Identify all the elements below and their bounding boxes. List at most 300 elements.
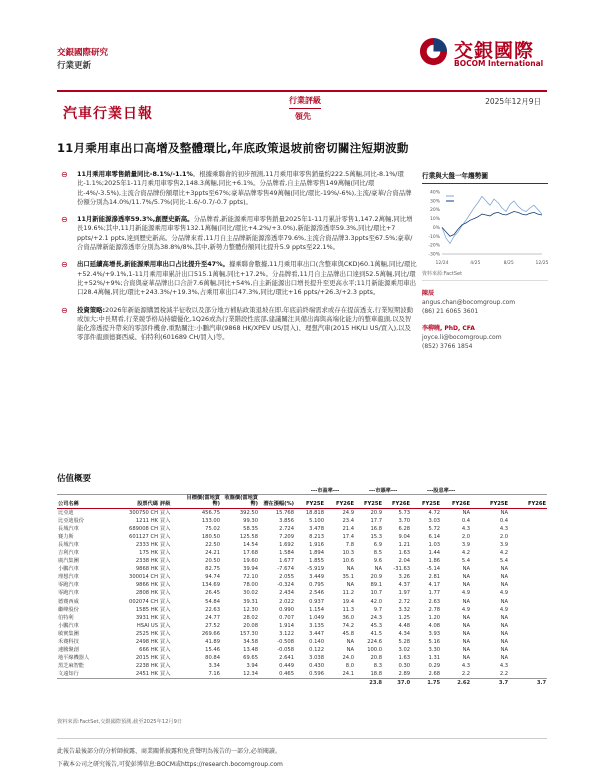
table-cell: 0.449 xyxy=(279,663,295,670)
table-cell: 比亞迪股份 xyxy=(58,517,84,524)
table-cell: 41.89 xyxy=(205,639,220,645)
table-row xyxy=(57,557,547,565)
table-cell: 456.75 xyxy=(201,509,220,516)
table-cell: NA xyxy=(500,639,509,645)
table-row xyxy=(57,662,547,670)
report-kind: 行業更新 xyxy=(57,61,92,71)
table-cell: 72.10 xyxy=(243,574,258,581)
column-header: 潛在漲幅(%) xyxy=(259,494,295,508)
table-cell: 0.122 xyxy=(309,647,325,654)
table-cell: 11.2 xyxy=(342,590,355,597)
x-tick-label: 12/24 xyxy=(435,261,449,266)
sector-title: 汽車行業日報 xyxy=(63,106,153,122)
analyst-card xyxy=(422,289,548,316)
table-cell: 24.21 xyxy=(205,549,220,556)
table-cell: 28.02 xyxy=(243,614,258,621)
table-cell: 2451 HK xyxy=(135,671,158,678)
table-cell: 11.3 xyxy=(342,606,355,613)
table-cell: NA xyxy=(462,574,471,581)
table-cell: 8.0 xyxy=(345,663,355,670)
table-cell: 3.856 xyxy=(279,517,295,524)
table-cell xyxy=(113,679,159,688)
table-cell: 廣汽集團 xyxy=(58,558,79,565)
table-cell: 17.7 xyxy=(370,517,383,524)
table-cell: 買入 xyxy=(160,671,171,678)
table-cell: 7.8 xyxy=(345,541,355,548)
table-cell: 8.213 xyxy=(309,533,325,540)
table-cell: 002074 CH xyxy=(129,598,158,605)
table-cell xyxy=(159,679,181,688)
table-cell: 5.4 xyxy=(499,558,509,565)
table-row xyxy=(57,525,547,533)
table-cell: 買入 xyxy=(160,598,171,605)
table-cell: 2498 HK xyxy=(135,639,158,645)
side-panel xyxy=(422,170,548,351)
x-tick-label: 12/25 xyxy=(535,261,548,266)
bullet-circle-icon: ⊖ xyxy=(61,260,68,270)
table-cell: 買入 xyxy=(160,663,171,670)
table-cell: 2015 HK xyxy=(135,655,158,662)
download-note[interactable]: 下載本公司之研究報告,可從彭博信息:BOCM或https://research.bocomgroup.com xyxy=(57,761,283,768)
table-cell: 23.8 xyxy=(355,679,383,688)
table-cell: 3.447 xyxy=(309,630,325,637)
bullet-lead: 投資策略: xyxy=(77,305,106,314)
table-cell: 4.9 xyxy=(461,606,471,613)
table-row xyxy=(57,573,547,581)
table-cell: 94.74 xyxy=(205,574,220,581)
table-cell: NA xyxy=(500,614,509,621)
table-cell: 8.3 xyxy=(373,663,383,670)
table-cell: 文遠知行 xyxy=(58,671,79,678)
table-cell: -5.14 xyxy=(426,566,441,573)
table-cell: 6.28 xyxy=(398,525,411,532)
table-cell: 買入 xyxy=(160,614,171,621)
analyst-email[interactable]: joyce.li@bocomgroup.com xyxy=(422,334,502,341)
table-cell: 3.9 xyxy=(461,541,471,548)
table-cell: 0.990 xyxy=(279,606,295,613)
y-tick-label: 10% xyxy=(429,217,440,223)
table-cell: 1.97 xyxy=(398,590,411,597)
table-cell: 41.5 xyxy=(370,630,383,637)
table-cell: 6.9 xyxy=(373,541,383,548)
table-cell: 19.60 xyxy=(243,558,258,565)
table-cell: 20.50 xyxy=(205,558,220,565)
table-cell: 0.29 xyxy=(428,663,441,670)
analyst-email[interactable]: angus.chan@bocomgroup.com xyxy=(422,299,516,306)
table-cell: 繼峰股份 xyxy=(58,606,79,613)
table-cell: 買入 xyxy=(160,582,171,589)
bullet-circle-icon: ⊖ xyxy=(61,305,68,315)
table-source: 資料來源:FactSet,交銀國際預測,截至2025年12月9日 xyxy=(57,719,183,725)
table-row xyxy=(57,646,547,654)
table-cell: 4.3 xyxy=(499,525,509,532)
table-cell: 5.16 xyxy=(428,639,441,645)
table-row xyxy=(57,670,547,679)
report-date: 2025年12月9日 xyxy=(485,97,541,106)
table-cell: 58.35 xyxy=(243,525,258,532)
table-cell: 0.795 xyxy=(309,582,325,589)
table-cell: 0.4 xyxy=(499,517,509,524)
table-cell: 2.546 xyxy=(309,590,325,597)
column-header: 股票代碼 xyxy=(113,494,159,508)
table-cell: 2.04 xyxy=(398,558,411,565)
table-cell: -0.058 xyxy=(277,647,295,654)
table-cell xyxy=(181,679,221,688)
table-cell: 地平線機器人 xyxy=(58,655,90,662)
table-row xyxy=(57,606,547,614)
table-cell: 3.449 xyxy=(309,574,325,581)
table-cell: 2.68 xyxy=(428,671,441,678)
table-cell: 36.0 xyxy=(342,614,355,621)
bocom-logo-icon xyxy=(418,36,449,67)
table-cell: NA xyxy=(462,614,471,621)
table-cell: NA xyxy=(500,622,509,629)
table-cell: 4.2 xyxy=(461,549,471,556)
table-cell: 24.0 xyxy=(342,655,355,662)
table-cell: NA xyxy=(500,655,509,662)
table-cell: 買入 xyxy=(160,558,171,565)
table-cell: 17.4 xyxy=(342,533,355,540)
table-cell: NA xyxy=(374,566,383,573)
table-cell: 0.937 xyxy=(309,598,325,605)
table-cell: 17.68 xyxy=(243,549,258,556)
table-cell: 5.100 xyxy=(309,517,325,524)
bullet-circle-icon: ⊖ xyxy=(61,170,68,179)
table-cell: 392.50 xyxy=(239,509,258,516)
table-cell: 9.7 xyxy=(373,606,383,613)
table-cell: 1.44 xyxy=(428,549,441,556)
table-cell: 2.72 xyxy=(398,598,411,605)
table-cell: 8.5 xyxy=(373,549,383,556)
table-cell: HSAI US xyxy=(136,622,158,629)
table-cell: 21.4 xyxy=(342,525,355,532)
table-cell: 3.122 xyxy=(279,630,295,637)
table-cell: 小鵬汽車 xyxy=(58,566,79,573)
table-cell: NA xyxy=(462,509,471,516)
analyst-name: 陳辰 xyxy=(422,290,435,297)
table-cell: NA xyxy=(500,582,509,589)
y-tick-label: -10% xyxy=(428,234,440,240)
table-cell: 買入 xyxy=(160,509,171,516)
table-row xyxy=(57,541,547,549)
logo-text-en: BOCOM International xyxy=(454,59,544,68)
table-cell: 4.3 xyxy=(461,525,471,532)
table-cell: 1.916 xyxy=(309,541,325,548)
y-tick-label: 40% xyxy=(429,190,440,196)
table-cell: 4.37 xyxy=(398,582,411,589)
table-cell: 買入 xyxy=(160,647,171,654)
table-cell: 0.707 xyxy=(279,614,295,621)
table-cell: 4.34 xyxy=(398,630,411,637)
bullet-lead: 出口延續高增長,新能源乘用車出口占比提升至47%。 xyxy=(77,260,229,269)
table-cell: NA xyxy=(462,622,471,629)
table-cell: 理想汽車 xyxy=(58,574,79,581)
table-cell: 買入 xyxy=(160,533,171,540)
table-row xyxy=(57,533,547,541)
table-cell: 0.596 xyxy=(309,671,325,678)
table-cell: 14.54 xyxy=(243,541,258,548)
column-header: 收盤價(當地貨幣) xyxy=(221,494,259,508)
table-cell: -0.324 xyxy=(277,582,295,589)
table-cell: 禾賽科技 xyxy=(58,639,79,645)
table-cell: 24.77 xyxy=(205,614,220,621)
analyst-phone: (852) 3766 1854 xyxy=(422,343,473,350)
table-cell: 27.52 xyxy=(205,622,220,629)
table-cell: 小鵬汽車 xyxy=(58,622,79,629)
table-cell: 買入 xyxy=(160,541,171,548)
table-cell: 3.94 xyxy=(246,663,258,670)
table-row xyxy=(57,517,547,525)
valuation-table xyxy=(57,486,547,688)
table-cell: 3931 HK xyxy=(135,614,158,621)
table-cell: NA xyxy=(500,566,509,573)
table-cell: 157.30 xyxy=(239,630,258,637)
table-cell: 1211 HK xyxy=(135,517,158,524)
table-cell: 2.724 xyxy=(279,525,295,532)
table-cell: 4.3 xyxy=(461,663,471,670)
table-cell: 22.50 xyxy=(205,541,220,548)
page-title: 11月乘用車出口高增及整體環比,年底政策退坡前密切關注短期波動 xyxy=(57,141,409,155)
average-row xyxy=(57,679,547,688)
table-cell: 2.0 xyxy=(499,533,509,540)
table-cell xyxy=(295,679,325,688)
rating-value: 領先 xyxy=(295,112,311,121)
valuation-title: 估值概要 xyxy=(57,474,92,484)
title-bar xyxy=(57,90,547,126)
table-cell: 3.93 xyxy=(428,630,441,637)
table-cell: 39.31 xyxy=(243,598,258,605)
table-cell: 買入 xyxy=(160,606,171,613)
table-cell: 45.3 xyxy=(370,622,383,629)
table-cell: NA xyxy=(462,566,471,573)
table-cell: NA xyxy=(500,598,509,605)
table-cell: 13.48 xyxy=(243,647,258,654)
table-cell: 2.2 xyxy=(499,671,509,678)
table-cell: 666 HK xyxy=(139,647,158,654)
table-cell: 買入 xyxy=(160,517,171,524)
table-cell: 5.73 xyxy=(398,509,411,516)
column-header: FY25E xyxy=(355,494,383,508)
table-cell: 134.69 xyxy=(201,582,220,589)
table-cell: 買入 xyxy=(160,574,171,581)
table-cell: 2338 HK xyxy=(135,558,158,565)
table-cell xyxy=(221,679,259,688)
table-cell: 12.34 xyxy=(243,671,258,678)
table-cell: 買入 xyxy=(160,566,171,573)
table-cell: 133.00 xyxy=(201,517,220,524)
logo-text-cn: 交銀國際 xyxy=(454,40,535,62)
table-row xyxy=(57,654,547,662)
bullet-point xyxy=(57,306,417,343)
table-cell: 買入 xyxy=(160,655,171,662)
table-cell: 9866 HK xyxy=(135,582,158,589)
table-cell: 3.038 xyxy=(309,655,325,662)
report-header xyxy=(57,47,108,73)
column-header: FY25E xyxy=(471,494,509,508)
table-cell: 1.25 xyxy=(398,614,411,621)
table-cell: 4.17 xyxy=(428,582,441,589)
table-cell: 5.28 xyxy=(398,639,411,645)
table-cell: 20.8 xyxy=(370,655,383,662)
table-cell: NA xyxy=(462,630,471,637)
bullet-point xyxy=(57,260,417,297)
table-cell: 5.4 xyxy=(461,558,471,565)
table-cell: 2.434 xyxy=(279,590,295,597)
trend-chart xyxy=(422,188,548,268)
table-cell: 1.21 xyxy=(398,541,411,548)
table-cell: 吉利汽車 xyxy=(58,549,79,556)
table-cell: 5.72 xyxy=(428,525,441,532)
table-cell: 長城汽車 xyxy=(58,525,79,532)
bullet-point xyxy=(57,215,417,252)
table-cell: 4.9 xyxy=(461,590,471,597)
group-header-pe: ---市盈率--- xyxy=(295,486,355,494)
table-cell: 黑芝麻智能 xyxy=(58,663,84,670)
disclaimer-note: 此報告最後部分的分析師披露、商業關係披露和免責聲明為報告的一部分,必須閱讀。 xyxy=(57,748,281,755)
table-cell: 15.46 xyxy=(205,647,220,654)
table-cell: 2808 HK xyxy=(135,590,158,597)
table-cell: 26.45 xyxy=(205,590,220,597)
table-cell: NA xyxy=(346,647,355,654)
table-cell: 3.26 xyxy=(398,574,411,581)
table-cell: 35.1 xyxy=(342,574,355,581)
table-cell: 30.02 xyxy=(243,590,258,597)
table-cell: 300014 CH xyxy=(129,574,158,581)
table-row xyxy=(57,630,547,638)
table-cell: 2.81 xyxy=(428,574,441,581)
column-header: 公司名稱 xyxy=(57,494,113,508)
table-cell: 2.0 xyxy=(461,533,471,540)
org-name: 交銀國際研究 xyxy=(57,48,109,58)
table-cell: 689008 CH xyxy=(129,525,158,532)
column-header: FY26E xyxy=(383,494,411,508)
table-cell: 24.3 xyxy=(370,614,383,621)
table-cell: 224.6 xyxy=(367,639,383,645)
table-cell: 0.30 xyxy=(398,663,411,670)
table-cell: 54.84 xyxy=(205,598,220,605)
analyst-card xyxy=(422,324,548,351)
y-tick-label: 0% xyxy=(432,225,440,231)
table-cell: 78.00 xyxy=(243,582,258,589)
table-cell: 1.855 xyxy=(309,558,325,565)
bullet-text: 據乘聯會數據,11月乘用車出口(含整車與CKD)60.1萬輛,同比/環比+52.4%/+9.1%,1-11月乘用車累計出口515.1萬輛,同比+17.2%。分品牌看,11月自主品牌出口達到52.5萬輛,同比/環比+52%/+9%;合資與豪華品牌出口合計7.6萬輛,同比+54%,自主新能源出口增長提升至更高水平;11月新能源乘用車出口28.4萬輛,同比/環比+243.3%/+19.3%,占乘用車出口47.3%,同比/環比+16 ppts/+26.3/+2.3 ppts。 xyxy=(77,260,417,297)
table-cell: NA xyxy=(346,582,355,589)
table-cell: 39.94 xyxy=(243,566,258,573)
table-cell: 37.0 xyxy=(383,679,411,688)
bullet-text: 分品牌看,新能源乘用車零售銷量2025年1-11月累計零售1,147.2萬輛,同比增長19.6%;其中,11月新能源乘用車零售132.1萬輛(同比/環比+4.2%/+3.0%),新能源滲透率59.3%,同比/環比+7 ppts/+2.1 ppts,達到歷史新高。分品牌來看,11月自主品牌新能源滲透率79.6%,主流合資品牌3.3ppts至67.5%;豪華/合資品牌新能源滲透率分別為38.8%/8%,其中,新勢力整體份額同比提升5.9 ppts至22.1%。 xyxy=(77,215,413,252)
table-cell: 1.677 xyxy=(279,558,295,565)
table-cell: -31.63 xyxy=(393,566,411,573)
column-header: FY26E xyxy=(325,494,355,508)
table-cell: 42.0 xyxy=(370,598,383,605)
table-cell: 10.6 xyxy=(342,558,355,565)
analyst-name: 李柳曉, PhD, CFA xyxy=(422,325,475,332)
table-cell: 2.022 xyxy=(279,598,295,605)
table-row xyxy=(57,508,547,517)
table-cell: 長城汽車 xyxy=(58,541,79,548)
table-cell: 2.89 xyxy=(398,671,411,678)
table-cell: 零跑汽車 xyxy=(58,582,79,589)
table-cell: 69.65 xyxy=(243,655,258,662)
table-cell: 601127 CH xyxy=(129,533,158,540)
table-cell: 15.3 xyxy=(370,533,383,540)
table-cell: 1.584 xyxy=(279,549,295,556)
bullet-point xyxy=(57,170,417,207)
footer xyxy=(57,738,547,771)
table-cell: NA xyxy=(500,630,509,637)
table-cell: 4.72 xyxy=(428,509,441,516)
table-cell: 99.30 xyxy=(243,517,258,524)
table-cell: 22.63 xyxy=(205,606,220,613)
table-cell: 3.03 xyxy=(428,517,441,524)
table-cell: 45.8 xyxy=(342,630,355,637)
table-row xyxy=(57,581,547,589)
table-cell: 買入 xyxy=(160,525,171,532)
table-cell: 1.77 xyxy=(428,590,441,597)
table-cell: 買入 xyxy=(160,639,171,645)
bullet-text: 。根據乘聯會的初步預測,11月乘用車零售銷量約222.5萬輛,同比-8.1%/環比-1.1%;2025年1-11月乘用車零售2,148.3萬輛,同比+6.1%。分品牌看,自主品牌零售149萬輛(同比/環比-4%/-3.5%),主流合資品牌份額環比+3ppts至67%;豪華品牌零售49萬輛(同比/環比-19%/-6%),主流/豪華/合資品牌份額分別為14.0%/11.7%/5.7%(同比-1.6/-0.7/-0.7 ppts)。 xyxy=(77,170,412,206)
table-cell: 3.7 xyxy=(509,679,547,688)
chart-title: 行業與大盤一年趨勢圖 xyxy=(422,170,548,184)
key-points xyxy=(57,170,417,351)
table-cell: 2.641 xyxy=(279,655,295,662)
table-cell: 9.6 xyxy=(373,558,383,565)
bullet-lead: 11月新能源滲透率59.3%,創歷史新高。 xyxy=(77,215,194,224)
table-cell xyxy=(259,679,295,688)
bocom-logo xyxy=(418,36,548,68)
table-cell: NA xyxy=(462,639,471,645)
table-cell: 0.430 xyxy=(309,663,325,670)
table-cell: 18.8 xyxy=(370,671,383,678)
table-cell: 34.58 xyxy=(243,639,258,645)
table-cell: 3.34 xyxy=(208,663,220,670)
table-cell: 2.78 xyxy=(428,606,441,613)
table-cell: 15.768 xyxy=(275,509,295,516)
table-cell: 3.9 xyxy=(499,541,509,548)
group-header-dy: ---股息率--- xyxy=(411,486,471,494)
table-row xyxy=(57,622,547,630)
table-cell: 9868 HK xyxy=(135,566,158,573)
y-tick-label: -30% xyxy=(428,252,440,258)
table-cell: -5.919 xyxy=(307,566,325,573)
table-cell: 10.7 xyxy=(370,590,383,597)
table-cell: NA xyxy=(500,509,509,516)
table-row xyxy=(57,598,547,606)
table-cell: 7.209 xyxy=(279,533,295,540)
bullet-lead: 11月乘用車零售銷量同比-8.1%/-1.1% xyxy=(77,170,193,178)
column-header: 目標價(當地貨幣) xyxy=(181,494,221,508)
table-cell: 1.63 xyxy=(398,549,411,556)
table-cell xyxy=(57,679,113,688)
bullet-text: 2026年新能源購置稅減半征收以及部分地方補貼政策退坡在即,年底前終端需求或存在提前透支,行業短期波動或加大;中長期看,行業競爭格局持續優化,1Q26或為行業階段性底部,建議關注具備出海與高端化能力的整車龍頭,以及智能化滲透提升帶來的零部件機會,重點關注:小鵬汽車(9868 HK/XPEV US/買入)、理想汽車(2015 HK/LI US/買入),以及零部件龍頭德賽西威、伯特利(601689 CH/買入)等。 xyxy=(77,305,414,342)
table-cell: 18.818 xyxy=(305,509,325,516)
table-cell: 零跑汽車 xyxy=(58,590,79,597)
table-cell: 300750 CH xyxy=(129,509,158,516)
table-cell: 速騰聚創 xyxy=(58,647,79,654)
table-cell: 德賽西威 xyxy=(58,598,79,605)
table-cell: 3.135 xyxy=(309,622,325,629)
table-cell: 1.75 xyxy=(411,679,441,688)
table-cell: 24.9 xyxy=(342,509,355,516)
table-cell: 2238 HK xyxy=(135,663,158,670)
table-cell: 16.8 xyxy=(370,525,383,532)
table-cell: NA xyxy=(500,647,509,654)
table-cell: NA xyxy=(462,598,471,605)
table-cell: 1.86 xyxy=(428,558,441,565)
table-cell: 3.478 xyxy=(309,525,325,532)
table-cell: NA xyxy=(462,655,471,662)
table-cell: 3.30 xyxy=(428,647,441,654)
